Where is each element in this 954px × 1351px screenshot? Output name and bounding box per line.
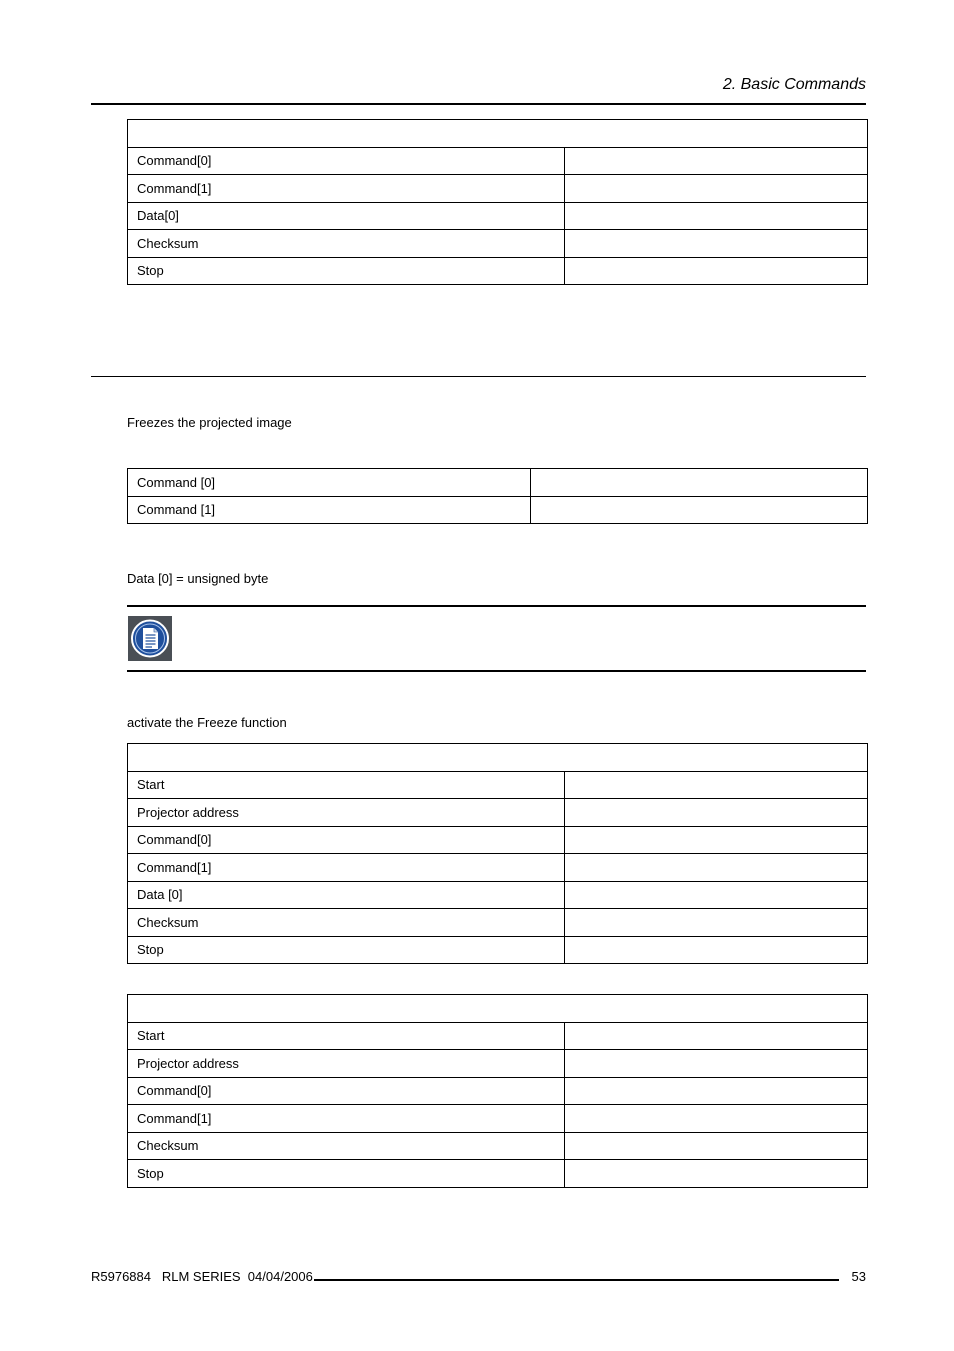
row-label: Command[0] bbox=[128, 1077, 565, 1105]
footer-rule bbox=[314, 1279, 839, 1281]
table-caption-cell bbox=[128, 744, 868, 772]
header-rule bbox=[91, 103, 866, 105]
row-value bbox=[565, 147, 868, 175]
row-value bbox=[565, 936, 868, 964]
row-value bbox=[565, 881, 868, 909]
row-label: Start bbox=[128, 771, 565, 799]
row-value bbox=[565, 799, 868, 827]
table-row bbox=[128, 1132, 868, 1160]
row-value bbox=[531, 496, 868, 524]
row-value bbox=[565, 175, 868, 203]
row-value bbox=[565, 826, 868, 854]
table-caption-cell bbox=[128, 120, 868, 148]
note-top-rule bbox=[127, 605, 866, 607]
table-caption-cell bbox=[128, 995, 868, 1023]
table-row bbox=[128, 1022, 868, 1050]
page-number: 53 bbox=[851, 1269, 866, 1284]
row-label: Data [0] bbox=[128, 881, 565, 909]
row-label: Checksum bbox=[128, 230, 565, 258]
table-header-row bbox=[128, 744, 868, 772]
table-row bbox=[128, 202, 868, 230]
row-label: Data[0] bbox=[128, 202, 565, 230]
row-label: Projector address bbox=[128, 799, 565, 827]
footer-doc-info: R5976884 RLM SERIES 04/04/2006 bbox=[91, 1269, 313, 1284]
row-label: Command[1] bbox=[128, 854, 565, 882]
table-row bbox=[128, 469, 868, 497]
section-title: 2. Basic Commands bbox=[722, 76, 866, 93]
table-row bbox=[128, 1160, 868, 1188]
row-value bbox=[565, 1160, 868, 1188]
row-label: Command [0] bbox=[128, 469, 531, 497]
freeze-send-table bbox=[127, 743, 868, 964]
row-value bbox=[565, 1077, 868, 1105]
table-row bbox=[128, 1105, 868, 1133]
note-bottom-rule bbox=[127, 670, 866, 672]
row-label: Stop bbox=[128, 257, 565, 285]
data-note: Data [0] = unsigned byte bbox=[127, 571, 269, 586]
row-label: Stop bbox=[128, 936, 565, 964]
table-header-row bbox=[128, 995, 868, 1023]
table-row bbox=[128, 1077, 868, 1105]
table-row bbox=[128, 1050, 868, 1078]
row-value bbox=[565, 1105, 868, 1133]
freeze-ack-table bbox=[127, 994, 868, 1188]
row-value bbox=[565, 909, 868, 937]
freeze-description: Freezes the projected image bbox=[127, 415, 292, 430]
table-row bbox=[128, 175, 868, 203]
row-value bbox=[531, 469, 868, 497]
section-rule bbox=[91, 376, 866, 377]
row-label: Command[1] bbox=[128, 1105, 565, 1133]
row-value bbox=[565, 202, 868, 230]
row-value bbox=[565, 1132, 868, 1160]
row-value bbox=[565, 1022, 868, 1050]
table-row bbox=[128, 854, 868, 882]
row-value bbox=[565, 771, 868, 799]
table-row bbox=[128, 936, 868, 964]
row-label: Checksum bbox=[128, 909, 565, 937]
row-value bbox=[565, 1050, 868, 1078]
row-value bbox=[565, 257, 868, 285]
command-table-top bbox=[127, 119, 868, 285]
row-label: Command[1] bbox=[128, 175, 565, 203]
table-row bbox=[128, 909, 868, 937]
row-value bbox=[565, 230, 868, 258]
table-row bbox=[128, 881, 868, 909]
row-label: Command[0] bbox=[128, 147, 565, 175]
table-row bbox=[128, 496, 868, 524]
freeze-command-table bbox=[127, 468, 868, 524]
table-row bbox=[128, 799, 868, 827]
table-row bbox=[128, 230, 868, 258]
row-label: Projector address bbox=[128, 1050, 565, 1078]
row-label: Stop bbox=[128, 1160, 565, 1188]
table-row bbox=[128, 771, 868, 799]
row-label: Checksum bbox=[128, 1132, 565, 1160]
row-value bbox=[565, 854, 868, 882]
table-row bbox=[128, 826, 868, 854]
row-label: Command[0] bbox=[128, 826, 565, 854]
document-note-icon bbox=[128, 616, 172, 661]
example-intro: activate the Freeze function bbox=[127, 715, 287, 730]
row-label: Start bbox=[128, 1022, 565, 1050]
table-row bbox=[128, 257, 868, 285]
table-header-row bbox=[128, 120, 868, 148]
row-label: Command [1] bbox=[128, 496, 531, 524]
table-row bbox=[128, 147, 868, 175]
